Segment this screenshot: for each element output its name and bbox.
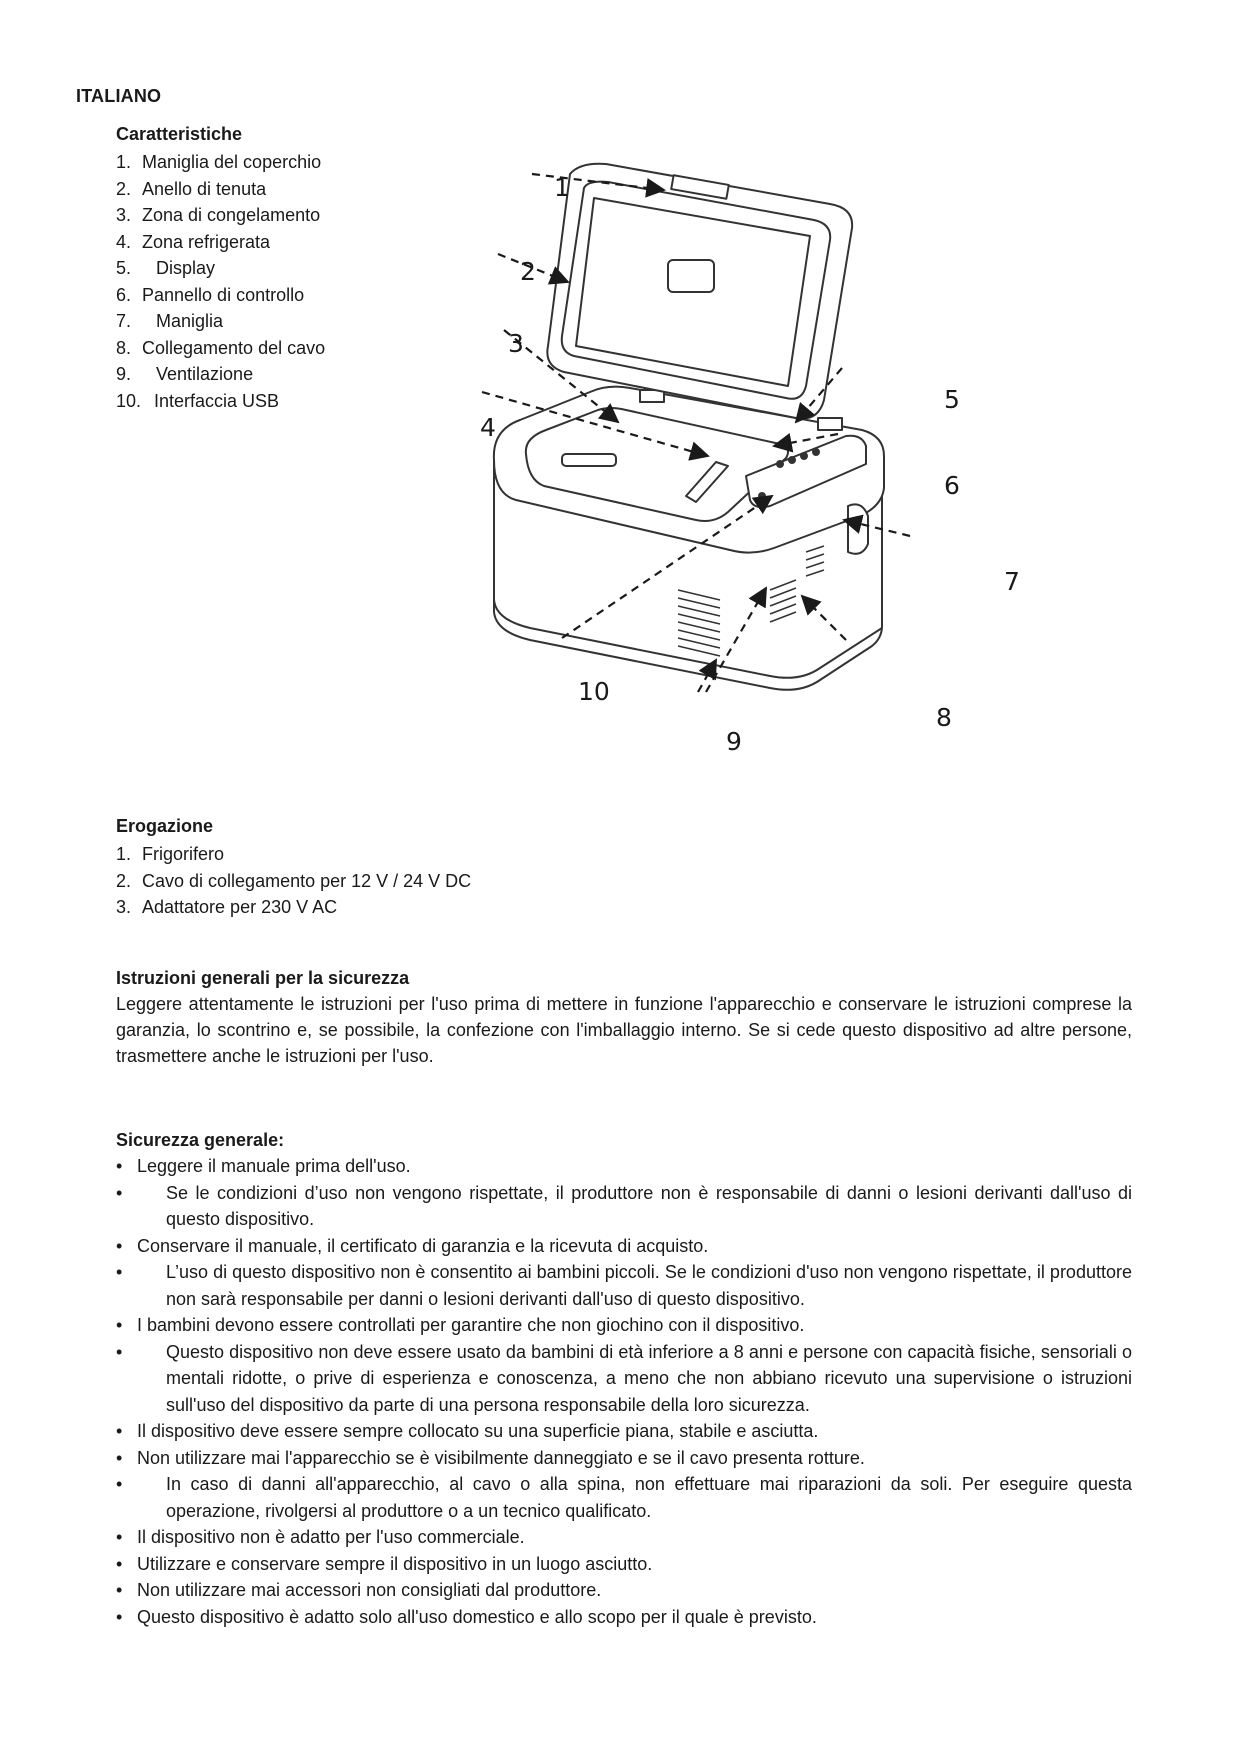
list-item: • Leggere il manuale prima dell'uso. (116, 1153, 1132, 1180)
callout-8: 8 (936, 703, 952, 732)
list-item: 6. Pannello di controllo (116, 284, 305, 305)
callout-1: 1 (554, 173, 570, 202)
list-item: • Non utilizzare mai l'apparecchio se è visibilmente danneggiato e se il cavo presenta rotture. (116, 1445, 1132, 1472)
list-item: • In caso di danni all'apparecchio, al cavo o alla spina, non effettuare mai riparazioni da soli. Per eseguire questa operazione, rivolgersi al produttore o a un tecnico qualificato. (116, 1471, 1132, 1524)
list-item: 5. Display (116, 258, 216, 278)
list-item: 2. Anello di tenuta (116, 178, 267, 199)
callout-5: 5 (944, 385, 960, 414)
list-item: • Questo dispositivo non deve essere usato da bambini di età inferiore a 8 anni e persone con capacità fisiche, sensoriali o mentali ridotte, o prive di esperienza e conoscenza, a meno che non abbiano ricevuto una supervisione o istruzioni sull'uso del dispositivo da parte di una persona responsabile della loro sicurezza. (116, 1339, 1132, 1419)
general-safety-list (116, 1153, 1132, 1630)
callout-2: 2 (520, 257, 536, 286)
general-safety-title: Sicurezza generale: (116, 1130, 285, 1150)
front-handle (562, 454, 616, 466)
lid-label (668, 260, 714, 292)
supply-title: Erogazione (116, 816, 214, 836)
callout-6: 6 (944, 471, 960, 500)
supply-list (116, 841, 716, 921)
features-title: Caratteristiche (116, 124, 243, 144)
safety-intro-section (116, 968, 1132, 1069)
language-header: ITALIANO (76, 86, 162, 106)
list-item: • Il dispositivo non è adatto per l'uso commerciale. (116, 1524, 1132, 1551)
list-item: 3. Zona di congelamento (116, 205, 321, 225)
list-item: 2. Cavo di collegamento per 12 V / 24 V DC (116, 870, 472, 891)
general-safety-section (116, 1130, 1132, 1630)
list-item: • Non utilizzare mai accessori non consigliati dal produttore. (116, 1577, 1132, 1604)
callout-9: 9 (726, 727, 742, 756)
list-item: • Questo dispositivo è adatto solo all'uso domestico e allo scopo per il quale è previsto. (116, 1604, 1132, 1631)
safety-intro-text: Leggere attentamente le istruzioni per l'uso prima di mettere in funzione l'apparecchio e conservare le istruzioni comprese la garanzia, lo scontrino e, se possibile, la confezione con l'imballaggio interno. Se si cede questo dispositivo ad altre persone, trasmettere anche le istruzioni per l'uso. (116, 994, 1132, 1066)
features-section (116, 124, 496, 414)
callout-3: 3 (508, 329, 524, 358)
list-item: 4. Zona refrigerata (116, 231, 271, 252)
safety-intro-title: Istruzioni generali per la sicurezza (116, 968, 410, 988)
list-item: • L’uso di questo dispositivo non è consentito ai bambini piccoli. Se le condizioni d'uso non vengono rispettate, il produttore non sarà responsabile per danni o lesioni derivanti dall'uso di questo dispositivo. (116, 1259, 1132, 1312)
list-item: 8. Collegamento del cavo (116, 337, 326, 358)
list-item: 1. Frigorifero (116, 844, 225, 864)
callout-10: 10 (578, 677, 610, 706)
side-handle (848, 504, 868, 553)
callout-7: 7 (1004, 567, 1020, 596)
features-list (116, 149, 496, 414)
list-item: • Se le condizioni d’uso non vengono rispettate, il produttore non è responsabile di danni o lesioni derivanti dall'uso di questo dispositivo. (116, 1180, 1132, 1233)
list-item: 3. Adattatore per 230 V AC (116, 897, 338, 917)
callout-4: 4 (480, 413, 496, 442)
list-item: • Il dispositivo deve essere sempre collocato su una superficie piana, stabile e asciutta. (116, 1418, 1132, 1445)
list-item: • Utilizzare e conservare sempre il dispositivo in un luogo asciutto. (116, 1551, 1132, 1578)
supply-section (116, 816, 716, 921)
list-item: 9. Ventilazione (116, 364, 254, 384)
list-item: 7. Maniglia (116, 311, 224, 331)
list-item: • I bambini devono essere controllati per garantire che non giochino con il dispositivo. (116, 1312, 1132, 1339)
list-item: 1. Maniglia del coperchio (116, 152, 322, 172)
list-item: • Conservare il manuale, il certificato di garanzia e la ricevuta di acquisto. (116, 1233, 1132, 1260)
list-item: 10. Interfaccia USB (116, 390, 280, 411)
cooler-diagram (470, 160, 1020, 760)
